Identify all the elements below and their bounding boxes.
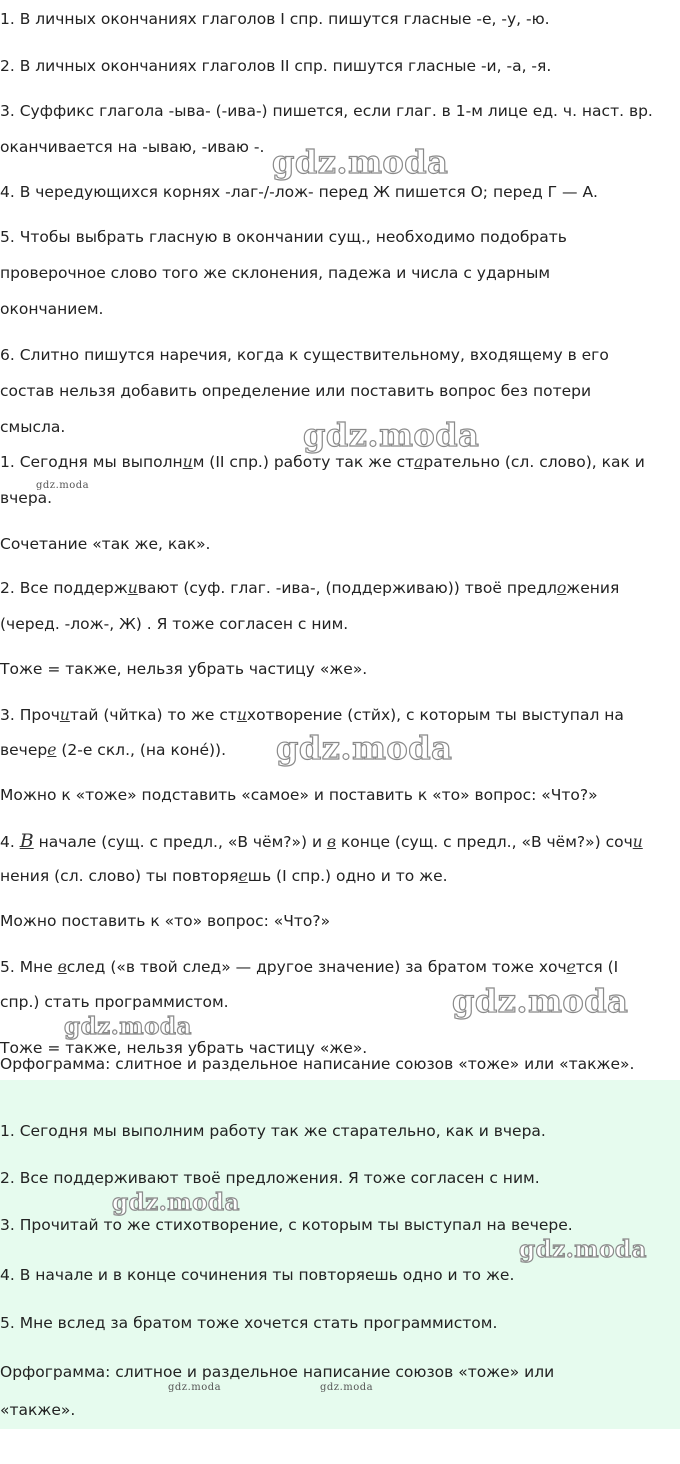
analysis-line: (черед. -лож-, Ж) . Я тоже согласен с ним. [0, 615, 349, 633]
rule-line: состав нельзя добавить определение или поставить вопрос без потери [0, 382, 592, 400]
rule-line: 3. Суффикс глагола -ыва- (-ива-) пишется, если глаг. в 1-м лице ед. ч. наст. вр. [0, 102, 653, 120]
analysis-line: 5. Мне вслед («в твой след» — другое значение) за братом тоже хочется (I [0, 958, 619, 976]
watermark-logo: gdz.moda [276, 729, 453, 767]
rule-line: окончанием. [0, 300, 104, 318]
rule-line: смысла. [0, 418, 66, 436]
analysis-note: Сочетание «так же, как». [0, 535, 211, 553]
watermark-logo: gdz.moda [272, 143, 449, 181]
watermark-logo: gdz.moda [320, 1382, 374, 1393]
analysis-line: нения (сл. слово) ты повторяешь (I спр.) одно и то же. [0, 867, 448, 885]
analysis-line: вчера. [0, 489, 53, 507]
orthogram-note: Орфограмма: слитное и раздельное написание союзов «тоже» или «также». [0, 1055, 635, 1073]
analysis-note: Можно к «тоже» подставить «самое» и поставить к «то» вопрос: «Что?» [0, 786, 598, 804]
rule-line: 6. Слитно пишутся наречия, когда к существительному, входящему в его [0, 346, 609, 364]
analysis-line: 2. Все поддерживают (суф. глаг. -ива-, (поддерживаю)) твоё предложения [0, 579, 620, 597]
answer-line: «также». [0, 1401, 76, 1419]
analysis-note: Можно поставить к «то» вопрос: «Что?» [0, 912, 331, 930]
watermark-logo: gdz.moda [64, 1013, 192, 1040]
rule-line: оканчивается на -ываю, -иваю -. [0, 138, 265, 156]
watermark-logo: gdz.moda [168, 1382, 222, 1393]
answer-line: 1. Сегодня мы выполним работу так же старательно, как и вчера. [0, 1122, 546, 1140]
rule-line: проверочное слово того же склонения, падежа и числа с ударным [0, 264, 551, 282]
analysis-note: Тоже = также, нельзя убрать частицу «же». [0, 660, 368, 678]
analysis-line: 4. В начале (сущ. с предл., «В чём?») и в конце (сущ. с предл., «В чём?») сочи [0, 830, 643, 852]
answer-line: Орфограмма: слитное и раздельное написание союзов «тоже» или [0, 1363, 555, 1381]
watermark-logo: gdz.moda [112, 1189, 240, 1216]
watermark-logo: gdz.moda [452, 982, 629, 1020]
rule-line: 2. В личных окончаниях глаголов II спр. пишутся гласные -и, -а, -я. [0, 57, 552, 75]
rule-line: 1. В личных окончаниях глаголов I спр. пишутся гласные -е, -у, -ю. [0, 10, 550, 28]
analysis-line: 3. Прочитай (чйтка) то же стихотворение (стйх), с которым ты выступал на [0, 706, 624, 724]
rule-line: 5. Чтобы выбрать гласную в окончании сущ., необходимо подобрать [0, 228, 567, 246]
watermark-logo: gdz.moda [36, 480, 90, 491]
answer-line: 3. Прочитай то же стихотворение, с которым ты выступал на вечере. [0, 1216, 573, 1234]
analysis-line: спр.) стать программистом. [0, 993, 229, 1011]
rule-line: 4. В чередующихся корнях -лаг-/-лож- перед Ж пишется О; перед Г — А. [0, 183, 598, 201]
watermark-logo: gdz.moda [303, 416, 480, 454]
analysis-line: вечере (2-е скл., (на конé)). [0, 741, 227, 759]
answer-line: 5. Мне вслед за братом тоже хочется стать программистом. [0, 1314, 498, 1332]
answer-line: 2. Все поддерживают твоё предложения. Я тоже согласен с ним. [0, 1169, 540, 1187]
analysis-note: Тоже = также, нельзя убрать частицу «же». [0, 1039, 368, 1057]
analysis-line: 1. Сегодня мы выполним (II спр.) работу так же старательно (сл. слово), как и [0, 453, 645, 471]
answer-line: 4. В начале и в конце сочинения ты повторяешь одно и то же. [0, 1266, 515, 1284]
watermark-logo: gdz.moda [519, 1236, 647, 1263]
